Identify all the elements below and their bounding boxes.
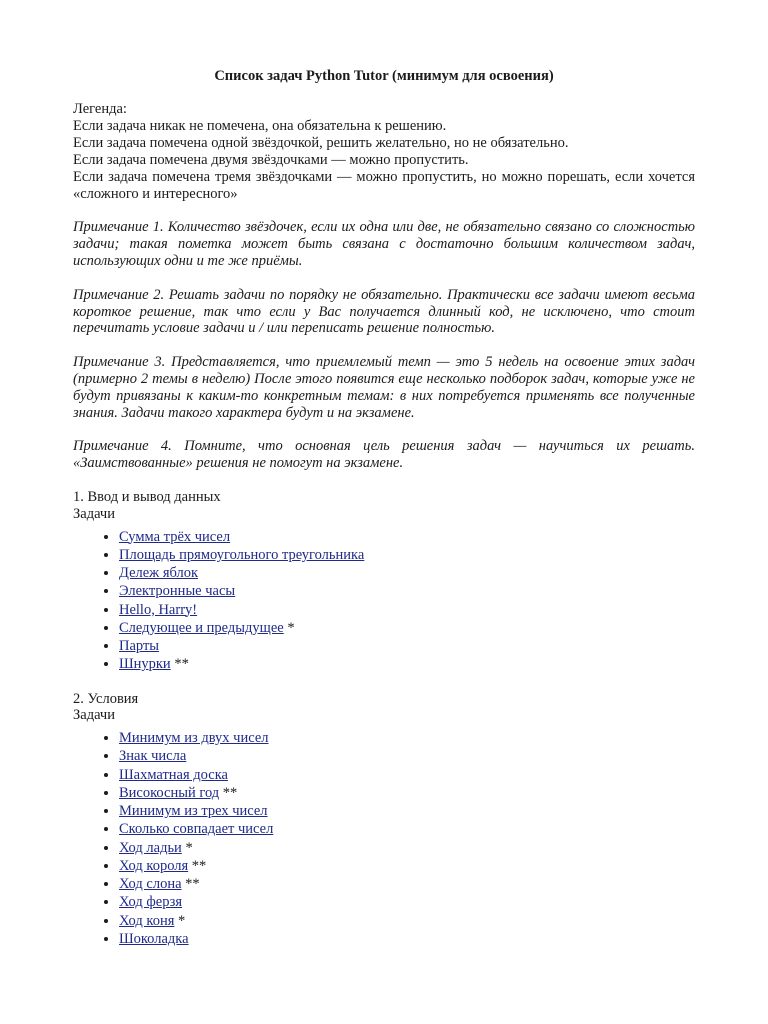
list-item [119, 802, 695, 820]
task-link[interactable]: Шоколадка [119, 930, 189, 947]
list-item [119, 637, 695, 655]
legend-heading: Легенда: [73, 101, 127, 117]
page-title: Список задач Python Tutor (минимум для освоения) [214, 68, 554, 84]
task-link[interactable]: Високосный год [119, 784, 220, 801]
list-item [119, 912, 695, 930]
section-heading: 2. Условия [73, 690, 139, 707]
list-item [119, 729, 695, 747]
list-item [119, 528, 695, 546]
difficulty-mark: ** [219, 784, 238, 801]
note-2: Примечание 2. Решать задачи по порядку не обязательно. Практически все задачи имеют весьма короткое решение, так что если у Вас получается длинный код, не исключено, что стоит перечитать условие задачи и / или переписать решение полностью. [73, 286, 695, 337]
difficulty-mark: ** [188, 857, 207, 874]
legend-line: Если задача помечена двумя звёздочками — можно пропустить. [73, 151, 469, 168]
note-3: Примечание 3. Представляется, что приемлемый темп — это 5 недель на освоение этих задач (примерно 2 темы в неделю) После этого появится еще несколько подборок задач, которые уже не будут привязаны к каким-то конкретным темам: в них потребуется применять все полученные знания. Задачи такого характера будут и на экзамене. [73, 354, 695, 421]
task-link[interactable]: Электронные часы [119, 583, 236, 600]
difficulty-mark: ** [170, 656, 189, 673]
difficulty-mark: * [174, 912, 186, 929]
list-item [119, 857, 695, 875]
section-subheading: Задачи [73, 707, 115, 724]
list-item [119, 820, 695, 838]
task-list [73, 528, 695, 674]
list-item [119, 766, 695, 784]
legend-line: Если задача помечена одной звёздочкой, решить желательно, но не обязательно. [73, 134, 569, 151]
task-link[interactable]: Ход ладьи [119, 839, 182, 856]
list-item [119, 839, 695, 857]
task-link[interactable]: Ход слона [119, 876, 182, 893]
task-link[interactable]: Ход короля [119, 857, 189, 874]
difficulty-mark: ** [181, 876, 200, 893]
task-link[interactable]: Следующее и предыдущее [119, 619, 284, 636]
task-link[interactable]: Знак числа [119, 748, 187, 765]
list-item [119, 564, 695, 582]
legend [73, 101, 695, 202]
note-4: Примечание 4. Помните, что основная цель решения задач — научиться их решать. «Заимствованные» решения не помогут на экзамене. [73, 438, 695, 472]
document-content [73, 68, 695, 965]
note-1: Примечание 1. Количество звёздочек, если их одна или две, не обязательно связано со сложностью задачи; такая пометка может быть связана с достаточно большим количеством задач, использующих одни и те же приёмы. [73, 219, 695, 270]
task-list [73, 729, 695, 948]
legend-line: Если задача никак не помечена, она обязательна к решению. [73, 117, 447, 134]
task-link[interactable]: Сколько совпадает чисел [119, 821, 274, 838]
list-item [119, 582, 695, 600]
section-heading: 1. Ввод и вывод данных [73, 489, 221, 505]
list-item [119, 875, 695, 893]
difficulty-mark: * [181, 839, 193, 856]
task-link[interactable]: Минимум из двух чисел [119, 730, 269, 747]
difficulty-mark: * [283, 619, 295, 636]
list-item [119, 893, 695, 911]
list-item [119, 546, 695, 564]
task-link[interactable]: Шнурки [119, 656, 171, 673]
task-link[interactable]: Парты [119, 638, 160, 655]
list-item [119, 747, 695, 765]
task-link[interactable]: Hello, Harry! [119, 601, 198, 618]
legend-line: Если задача помечена тремя звёздочками — можно пропустить, но можно порешать, если хочется «сложного и интересного» [73, 168, 695, 202]
list-item [119, 601, 695, 619]
list-item [119, 784, 695, 802]
list-item [119, 619, 695, 637]
task-link[interactable]: Сумма трёх чисел [119, 528, 231, 545]
section-subheading: Задачи [73, 505, 115, 522]
task-link[interactable]: Минимум из трех чисел [119, 803, 268, 820]
list-item [119, 930, 695, 948]
task-link[interactable]: Ход ферзя [119, 894, 183, 911]
task-link[interactable]: Ход коня [119, 912, 175, 929]
task-link[interactable]: Шахматная доска [119, 766, 228, 783]
task-link[interactable]: Дележ яблок [119, 565, 199, 582]
task-link[interactable]: Площадь прямоугольного треугольника [119, 546, 365, 563]
list-item [119, 655, 695, 673]
